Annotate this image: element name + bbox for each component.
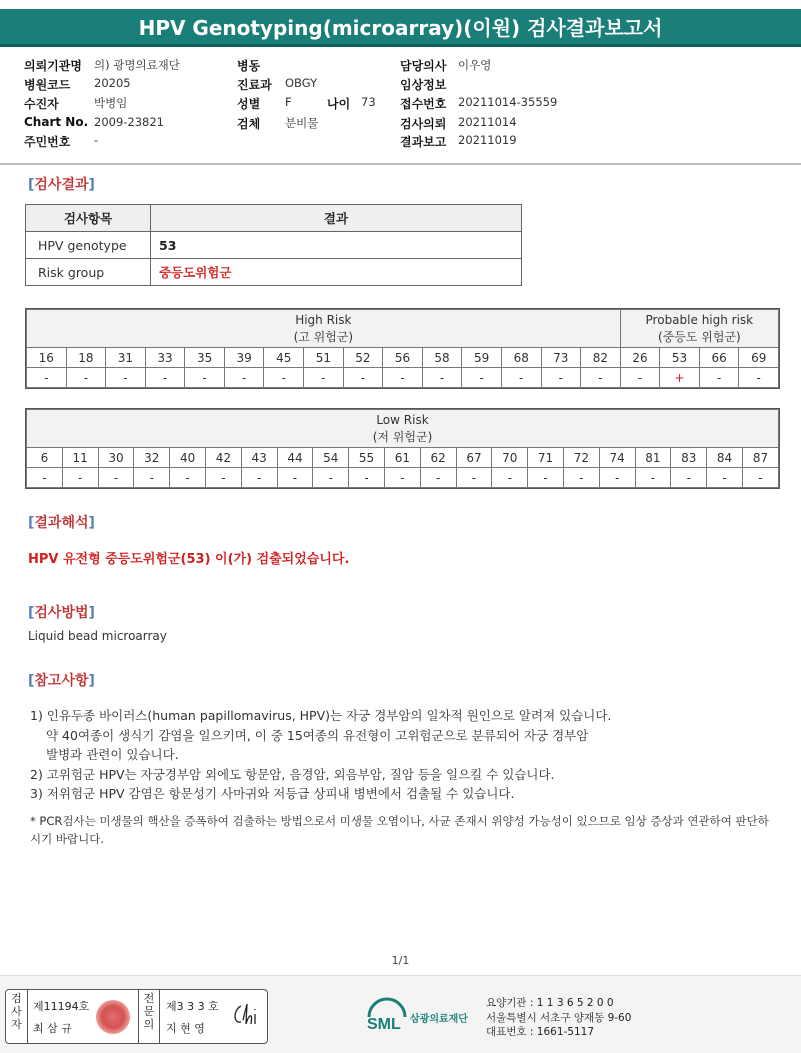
label-receipt-no: 접수번호	[400, 97, 447, 111]
interpretation-text: HPV 유전형 중등도위험군(53) 이(가) 검출되었습니다.	[28, 552, 350, 567]
type-cell: 33	[145, 348, 185, 368]
type-cell: 44	[277, 448, 313, 468]
label-department: 진료과	[237, 78, 272, 92]
company-address: 서울특별시 서초구 양재동 9-60	[486, 1011, 632, 1024]
footnote: * PCR검사는 미생물의 핵산을 증폭하여 검출하는 방법으로서 미생물 오염이나, 사균 존재시 위양성 가능성이 있으므로 임상 증상과 연관하여 판단하시기 바랍니다.	[30, 814, 769, 846]
result-cell: -	[106, 368, 146, 388]
signature-icon	[231, 1000, 263, 1030]
value-patient: 박병임	[94, 96, 128, 110]
result-cell: -	[492, 468, 528, 488]
high-risk-subtitle: (고 위험군)	[293, 329, 354, 344]
section-method: [검사방법]	[28, 605, 95, 621]
role-specialist-char: 문	[143, 1005, 155, 1018]
section-interpretation: [결과해석]	[28, 515, 95, 531]
row-risk-label: Risk group	[26, 259, 151, 286]
table-header-row	[26, 205, 522, 232]
result-cell: -	[528, 468, 564, 488]
high-risk-grid	[25, 308, 780, 389]
type-cell: 74	[599, 448, 635, 468]
value-department: OBGY	[285, 76, 318, 90]
type-cell: 35	[185, 348, 225, 368]
role-specialist-char: 의	[143, 1018, 155, 1031]
result-cell: -	[241, 468, 277, 488]
result-cell: -	[304, 368, 344, 388]
section-result-label: 검사결과	[34, 177, 89, 193]
note-2: 2) 고위험군 HPV는 자궁경부암 외에도 항문암, 음경암, 외음부암, 질암 등을 일으킬 수 있습니다.	[30, 766, 555, 782]
type-cell: 58	[422, 348, 462, 368]
section-result: [검사결과]	[28, 177, 95, 193]
label-report-date: 결과보고	[400, 135, 447, 149]
high-risk-header	[27, 310, 621, 348]
seal-icon	[96, 1000, 130, 1034]
value-requester: 의) 광명의료재단	[94, 58, 180, 72]
result-cell: -	[145, 368, 185, 388]
company-contact	[486, 996, 631, 1040]
low-risk-title: Low Risk	[376, 412, 429, 427]
label-doctor: 담당의사	[400, 59, 447, 73]
notes-list	[30, 706, 611, 804]
type-cell: 56	[383, 348, 423, 368]
result-cell: -	[27, 468, 63, 488]
signature-box	[5, 989, 268, 1044]
label-chart-no: Chart No.	[24, 115, 89, 129]
col-item: 검사항목	[26, 205, 151, 232]
type-cell: 16	[27, 348, 67, 368]
table-row	[26, 259, 522, 286]
result-cell: -	[277, 468, 313, 488]
type-cell: 68	[501, 348, 541, 368]
label-age: 나이	[327, 97, 351, 111]
result-cell: -	[456, 468, 492, 488]
role-examiner-char: 자	[11, 1018, 22, 1031]
result-cell: -	[66, 368, 106, 388]
company-phone: 대표번호 : 1661-5117	[486, 1026, 595, 1038]
type-cell: 70	[492, 448, 528, 468]
role-specialist-char: 전	[143, 992, 155, 1005]
type-cell: 69	[739, 348, 779, 368]
note-1-cont: 약 40여종이 생식기 감염을 일으키며, 이 중 15여종의 유전형이 고위험군으로 분류되어 자궁 경부암	[46, 727, 589, 743]
role-examiner-char: 검	[11, 992, 22, 1005]
table-row	[26, 232, 522, 259]
label-clinical-info: 임상정보	[400, 78, 447, 92]
type-cell: 71	[528, 448, 564, 468]
result-table	[25, 204, 522, 286]
row-genotype-value: 53	[151, 232, 522, 259]
specialist-name: 지 현 영	[166, 1022, 205, 1035]
low-risk-subtitle: (저 위험군)	[372, 429, 433, 444]
type-cell: 59	[462, 348, 502, 368]
low-results-row	[27, 468, 779, 488]
examiner-name: 최 삼 규	[33, 1022, 72, 1035]
page-number: 1/1	[391, 954, 410, 967]
company-code: 요양기관 : 1 1 3 6 5 2 0 0	[486, 997, 614, 1009]
type-cell: 26	[620, 348, 660, 368]
type-cell: 32	[134, 448, 170, 468]
result-cell: -	[599, 468, 635, 488]
type-cell: 82	[581, 348, 621, 368]
result-cell: -	[422, 368, 462, 388]
result-cell: -	[420, 468, 456, 488]
result-cell: -	[98, 468, 134, 488]
result-cell: -	[27, 368, 67, 388]
note-1-cont2: 발병과 관련이 있습니다.	[46, 747, 179, 762]
result-cell: -	[501, 368, 541, 388]
result-cell: -	[739, 368, 779, 388]
type-cell: 52	[343, 348, 383, 368]
type-cell: 51	[304, 348, 344, 368]
row-genotype-label: HPV genotype	[26, 232, 151, 259]
type-cell: 40	[170, 448, 206, 468]
label-patient: 수진자	[24, 97, 59, 111]
type-cell: 54	[313, 448, 349, 468]
type-cell: 39	[224, 348, 264, 368]
type-cell: 30	[98, 448, 134, 468]
result-cell: -	[742, 468, 778, 488]
result-cell: -	[671, 468, 707, 488]
result-cell: -	[264, 368, 304, 388]
type-cell: 55	[349, 448, 385, 468]
value-request-date: 20211014	[458, 115, 517, 129]
section-interpretation-label: 결과해석	[34, 515, 89, 531]
type-cell: 45	[264, 348, 304, 368]
section-method-label: 검사방법	[34, 605, 89, 621]
result-cell: -	[62, 468, 98, 488]
result-cell: -	[707, 468, 743, 488]
section-notes: [참고사항]	[28, 673, 95, 689]
row-risk-value: 중등도위험군	[151, 259, 522, 286]
result-cell: -	[635, 468, 671, 488]
examiner-license: 제11194호	[33, 1000, 90, 1013]
type-cell: 43	[241, 448, 277, 468]
result-cell: -	[349, 468, 385, 488]
probable-risk-header	[620, 310, 778, 348]
type-cell: 72	[563, 448, 599, 468]
value-report-date: 20211019	[458, 133, 517, 147]
result-cell: -	[563, 468, 599, 488]
value-age: 73	[361, 95, 376, 109]
high-results-row	[27, 368, 779, 388]
result-cell: -	[384, 468, 420, 488]
result-cell: -	[134, 468, 170, 488]
type-cell: 18	[66, 348, 106, 368]
high-risk-title: High Risk	[295, 312, 352, 327]
type-cell: 62	[420, 448, 456, 468]
result-cell: -	[185, 368, 225, 388]
note-1: 1) 인유두종 바이러스(human papillomavirus, HPV)는 자궁 경부암의 일차적 원인으로 알려져 있습니다.	[30, 708, 612, 723]
value-resident-no: -	[94, 133, 99, 147]
result-cell: +	[660, 368, 700, 388]
label-resident-no: 주민번호	[24, 135, 71, 149]
value-specimen: 분비물	[285, 116, 319, 130]
role-specialist	[138, 990, 160, 1043]
section-notes-label: 참고사항	[34, 673, 89, 689]
result-cell: -	[541, 368, 581, 388]
probable-risk-subtitle: (중등도 위험군)	[657, 329, 741, 344]
role-examiner-char: 사	[11, 1005, 22, 1018]
type-cell: 66	[699, 348, 739, 368]
value-doctor: 이우영	[458, 58, 492, 72]
label-ward: 병동	[237, 59, 261, 73]
note-3: 3) 저위험군 HPV 감염은 항문성기 사마귀와 저등급 상피내 병변에서 검출될 수 있습니다.	[30, 786, 515, 801]
high-types-row	[27, 348, 779, 368]
type-cell: 84	[707, 448, 743, 468]
type-cell: 67	[456, 448, 492, 468]
type-cell: 31	[106, 348, 146, 368]
value-chart-no: 2009-23821	[94, 115, 164, 129]
result-cell: -	[699, 368, 739, 388]
type-cell: 81	[635, 448, 671, 468]
type-cell: 73	[541, 348, 581, 368]
header-divider	[0, 163, 801, 165]
result-cell: -	[205, 468, 241, 488]
report-title: HPV Genotyping(microarray)(이원) 검사결과보고서	[0, 9, 801, 47]
value-hospital-code: 20205	[94, 76, 131, 90]
label-requester: 의뢰기관명	[24, 59, 82, 73]
method-text: Liquid bead microarray	[28, 629, 167, 643]
type-cell: 6	[27, 448, 63, 468]
result-cell: -	[383, 368, 423, 388]
result-cell: -	[224, 368, 264, 388]
label-specimen: 검체	[237, 117, 261, 131]
type-cell: 53	[660, 348, 700, 368]
result-cell: -	[462, 368, 502, 388]
low-types-row	[27, 448, 779, 468]
label-request-date: 검사의뢰	[400, 117, 447, 131]
value-receipt-no: 20211014-35559	[458, 95, 558, 109]
company-name: 삼광의료재단	[410, 1014, 468, 1025]
label-hospital-code: 병원코드	[24, 78, 71, 92]
probable-risk-title: Probable high risk	[645, 312, 754, 327]
result-cell: -	[343, 368, 383, 388]
label-sex: 성별	[237, 97, 261, 111]
col-result: 결과	[151, 205, 522, 232]
result-cell: -	[581, 368, 621, 388]
type-cell: 87	[742, 448, 778, 468]
result-cell: -	[170, 468, 206, 488]
type-cell: 61	[384, 448, 420, 468]
low-risk-grid	[25, 408, 780, 489]
value-sex: F	[285, 95, 292, 109]
type-cell: 11	[62, 448, 98, 468]
logo-text: SML	[367, 1016, 401, 1033]
low-risk-header	[27, 410, 779, 448]
result-cell: -	[313, 468, 349, 488]
specialist-license: 제3 3 3 호	[166, 1000, 219, 1013]
type-cell: 83	[671, 448, 707, 468]
role-examiner	[6, 990, 28, 1043]
type-cell: 42	[205, 448, 241, 468]
result-cell: -	[620, 368, 660, 388]
